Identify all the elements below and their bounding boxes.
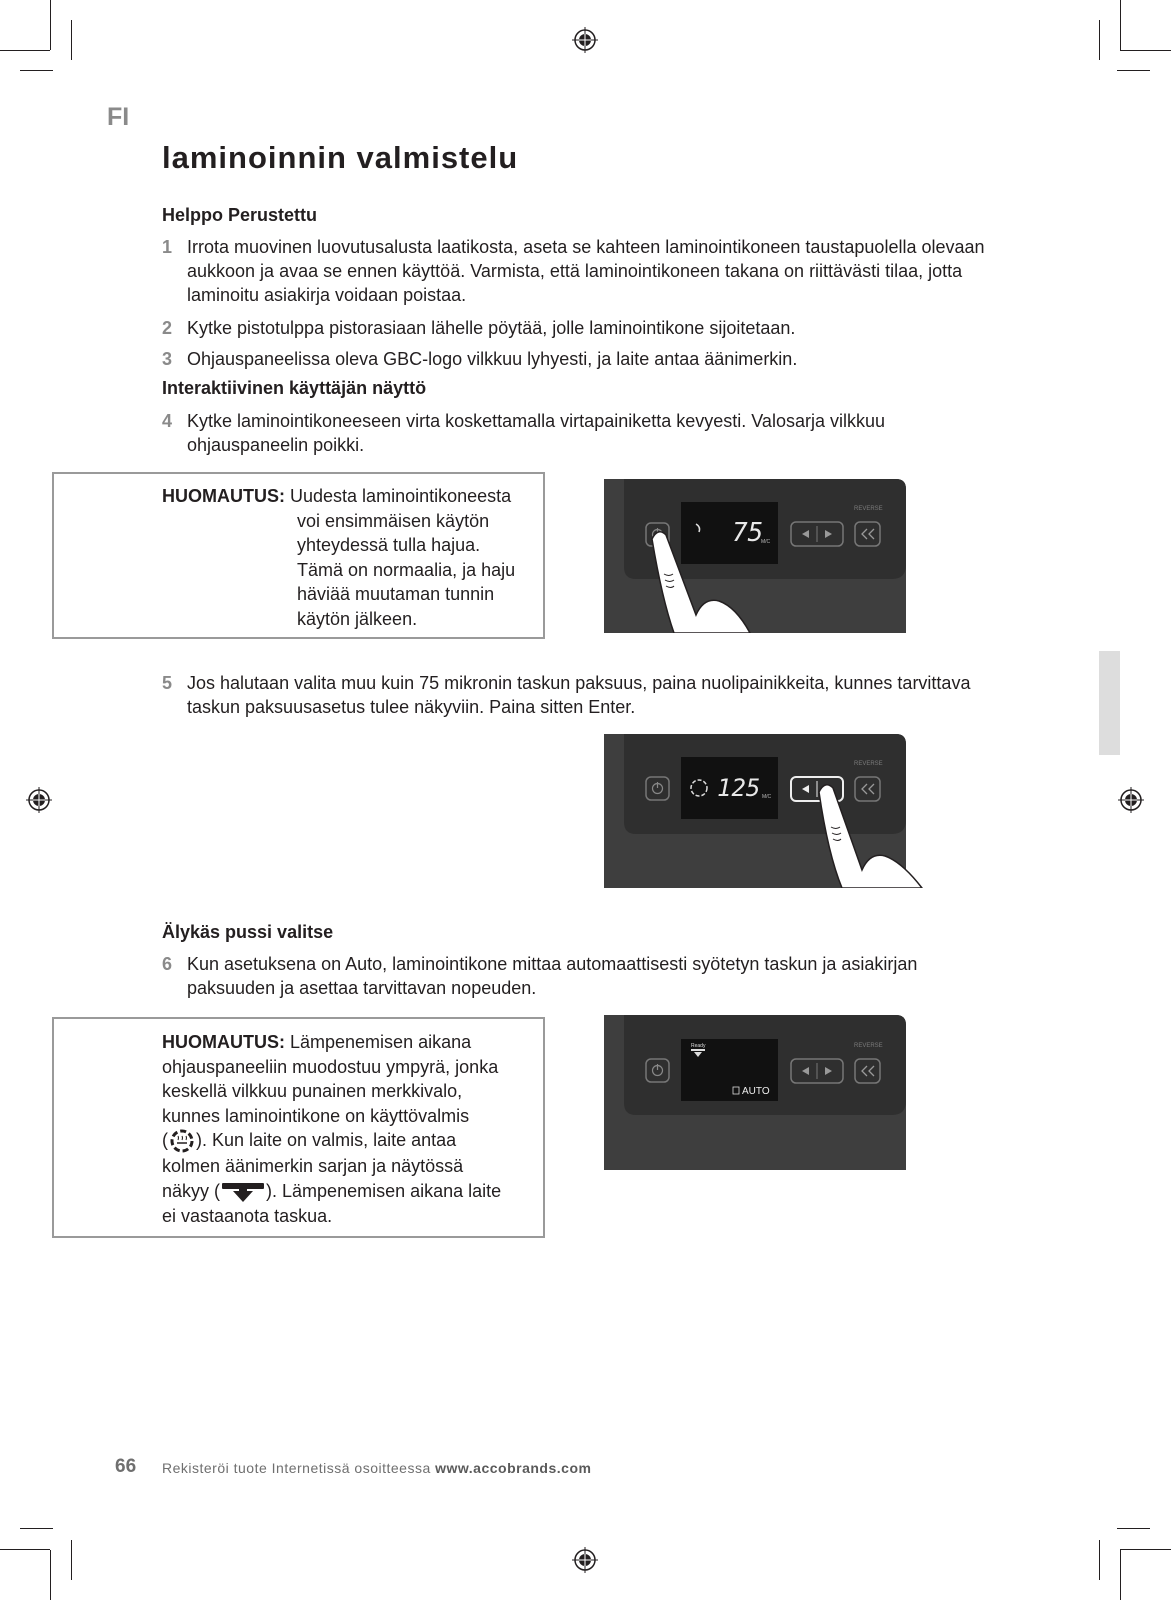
step-number: 1: [162, 237, 173, 257]
display-value: 125: [717, 774, 761, 802]
note-line: Tämä on normaalia, ja haju: [297, 559, 516, 580]
note-label: HUOMAUTUS:: [162, 486, 285, 506]
note-line: ohjauspaneeliin muodostuu ympyrä, jonka: [162, 1056, 499, 1077]
display-value: 75: [732, 518, 764, 548]
language-code: FI: [107, 103, 130, 131]
note-line: keskellä vilkkuu punainen merkkivalo,: [162, 1081, 463, 1101]
crop-mark: [1117, 1528, 1150, 1529]
note-label: HUOMAUTUS:: [162, 1032, 285, 1052]
note-line: voi ensimmäisen käytön: [297, 510, 490, 531]
note-line: ). Kun laite on valmis, laite antaa: [196, 1130, 457, 1150]
section-heading: Älykäs pussi valitse: [162, 922, 334, 942]
note-line: yhteydessä tulla hajua.: [297, 535, 481, 555]
display-unit: M/C: [761, 539, 771, 545]
step-number: 6: [162, 954, 173, 974]
step-text: Jos halutaan valita muu kuin 75 mikronin taskun paksuus, paina nuolipainikkeita, kunnes tarvittava taskun paksuusasetus tulee näkyviin. Paina sitten Enter.: [187, 673, 971, 717]
note-text: [162, 1030, 542, 1229]
step-number: 2: [162, 318, 173, 338]
control-panel-illustration: [604, 734, 924, 888]
step-number: 3: [162, 349, 173, 369]
ready-label: Ready: [691, 1043, 706, 1049]
reverse-label: REVERSE: [854, 1043, 883, 1049]
note-line: Uudesta laminointikoneesta: [290, 486, 512, 506]
step-item: [162, 347, 992, 371]
display-screen: [681, 502, 778, 564]
note-line: kunnes laminointikone on käyttövalmis: [162, 1105, 470, 1126]
crop-mark: [0, 50, 50, 51]
step-text: Irrota muovinen luovutusalusta laatikosta, aseta se kahteen laminointikoneen taustapuolella olevaan aukkoon ja avaa se ennen käyttöä. Varmista, että laminointikoneen takana on riittävästi tilaa, jotta laminoitu asiakirja voidaan poistaa.: [187, 237, 985, 305]
section-heading: Helppo Perustettu: [162, 205, 318, 225]
page-title: laminoinnin valmistelu: [162, 140, 519, 175]
note-line: käytön jälkeen.: [297, 608, 418, 629]
note-line: ). Lämpenemisen aikana laite: [266, 1180, 502, 1201]
ready-icon: [220, 1180, 266, 1204]
page-number: 66: [115, 1456, 137, 1477]
step-text: Kun asetuksena on Auto, laminointikone mittaa automaattisesti syötetyn taskun ja asiakirjan paksuuden ja asettaa tarvittavan nopeuden.: [187, 954, 918, 998]
reverse-label: REVERSE: [854, 761, 883, 767]
crop-mark: [1117, 70, 1150, 71]
control-panel-illustration: [604, 479, 906, 633]
crop-mark: [0, 1549, 50, 1550]
step-text: Kytke pistotulppa pistorasiaan lähelle pöytää, jolle laminointikone sijoitetaan.: [187, 318, 796, 338]
section-heading: Interaktiivinen käyttäjän näyttö: [162, 378, 427, 398]
crop-mark: [1120, 0, 1121, 50]
note-text: [162, 484, 542, 631]
auto-label: AUTO: [742, 1086, 770, 1097]
registration-mark-icon: [26, 787, 52, 813]
crop-mark: [1099, 1540, 1100, 1580]
note-line: kolmen äänimerkin sarjan ja näytössä: [162, 1156, 464, 1177]
crop-mark: [1120, 50, 1171, 51]
step-item: [162, 952, 992, 1000]
crop-mark: [1099, 20, 1100, 60]
crop-mark: [71, 20, 72, 60]
step-text: Kytke laminointikoneeseen virta koskettamalla virtapainiketta kevyesti. Valosarja vilkkuu ohjauspaneelin poikki.: [187, 411, 885, 455]
reverse-label: REVERSE: [854, 506, 883, 512]
note-line: näkyy (: [162, 1180, 221, 1201]
step-item: [162, 671, 992, 719]
warming-circle-icon: [168, 1128, 196, 1154]
step-number: 5: [162, 673, 173, 693]
step-item: [162, 409, 992, 457]
registration-mark-icon: [572, 1547, 598, 1573]
note-line: häviää muutaman tunnin: [297, 584, 495, 604]
registration-mark-icon: [572, 27, 598, 53]
crop-mark: [50, 1550, 51, 1600]
crop-mark: [71, 1540, 72, 1580]
step-number: 4: [162, 411, 173, 431]
control-panel-illustration: [604, 1015, 906, 1170]
crop-mark: [1120, 1549, 1171, 1550]
note-line: (: [162, 1130, 168, 1150]
crop-mark: [50, 0, 51, 50]
footer-text: [162, 1460, 591, 1476]
step-item: [162, 316, 992, 340]
note-line: Lämpenemisen aikana: [285, 1032, 472, 1052]
crop-mark: [20, 1528, 53, 1529]
note-line: ei vastaanota taskua.: [162, 1206, 333, 1226]
display-unit: M/C: [762, 794, 772, 800]
side-tab-marker: [1099, 651, 1120, 755]
crop-mark: [1120, 1550, 1121, 1600]
footer-label: Rekisteröi tuote Internetissä osoitteessa: [162, 1460, 436, 1476]
registration-mark-icon: [1118, 787, 1144, 813]
step-text: Ohjauspaneelissa oleva GBC-logo vilkkuu lyhyesti, ja laite antaa äänimerkin.: [187, 349, 798, 369]
footer-url[interactable]: www.accobrands.com: [435, 1460, 592, 1476]
step-item: [162, 235, 992, 307]
crop-mark: [20, 70, 53, 71]
